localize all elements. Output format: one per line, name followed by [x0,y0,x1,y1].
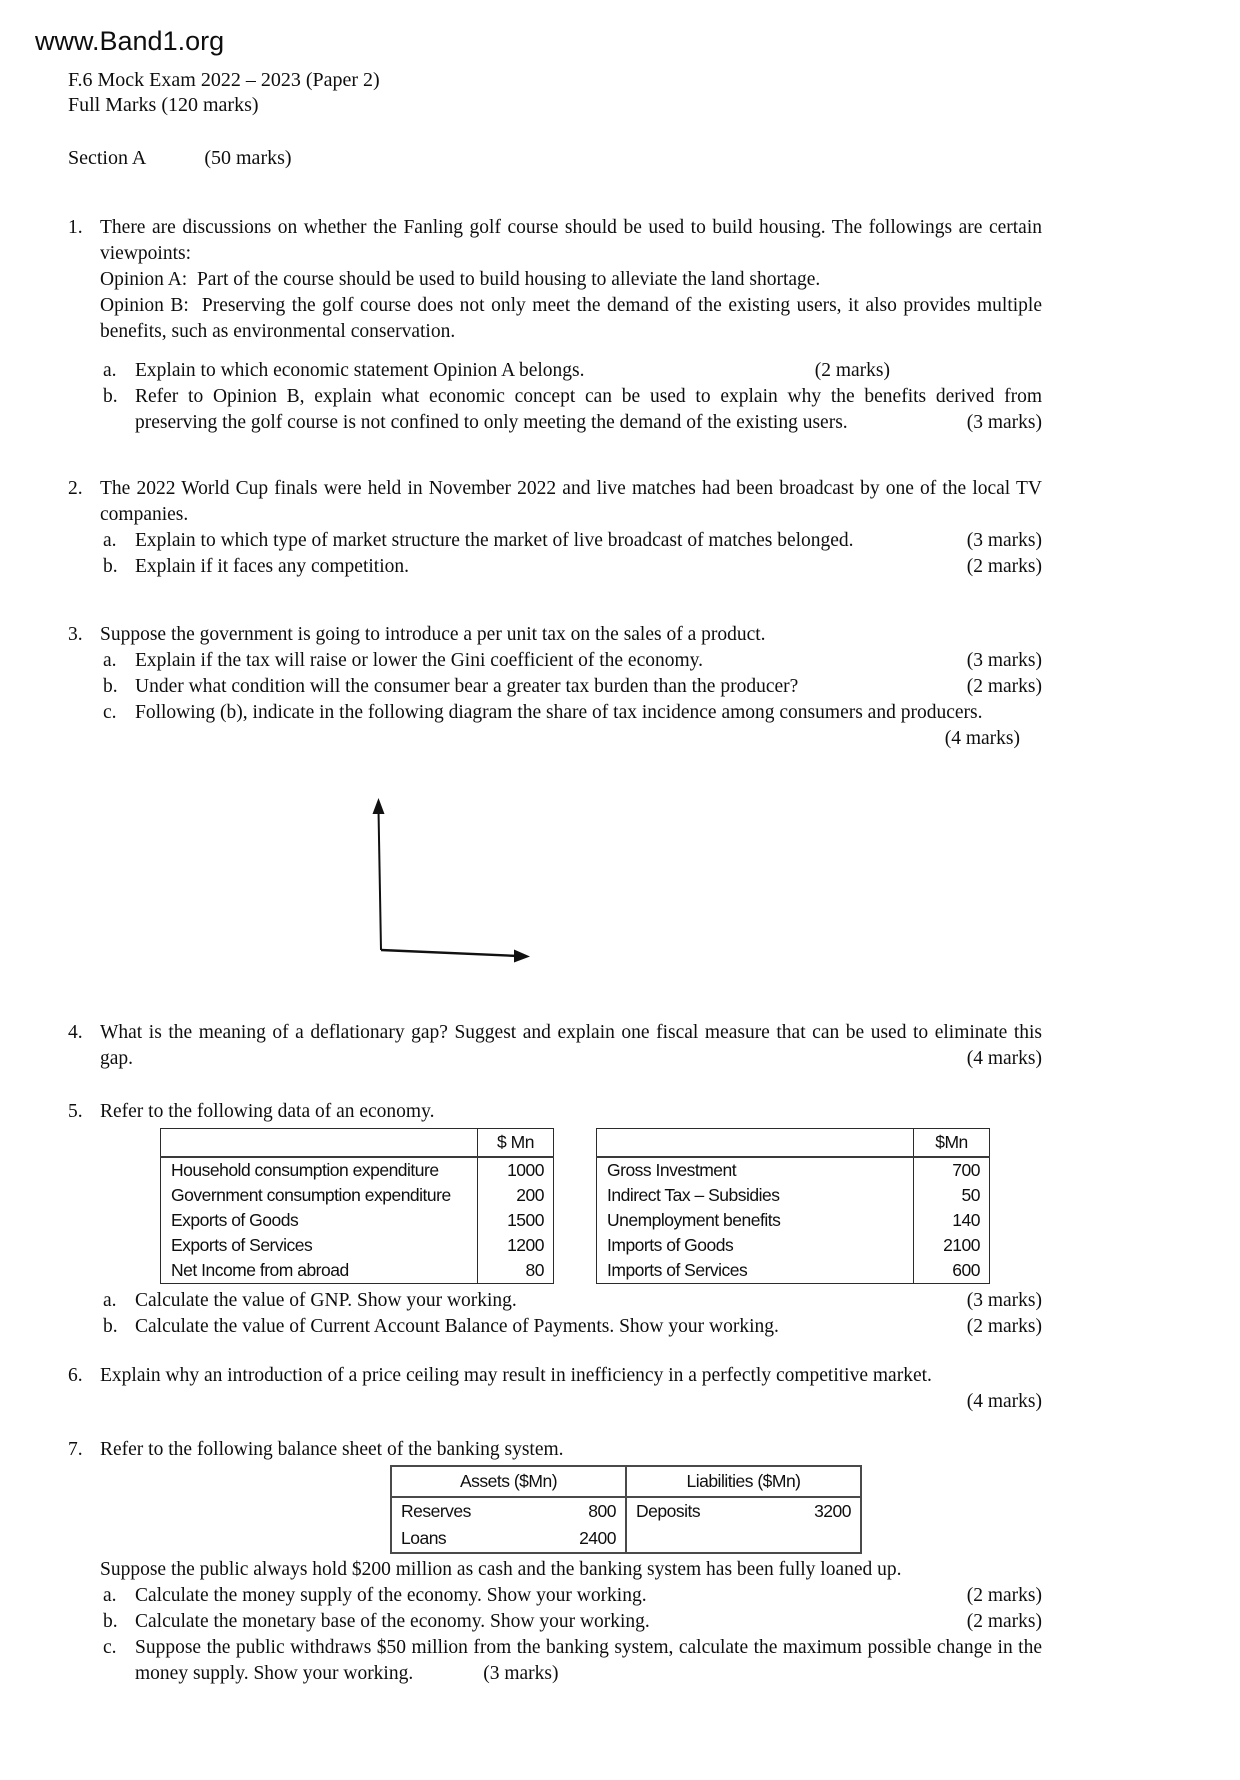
table-row [597,1233,990,1258]
question-number: 3. [68,624,83,645]
opinion-b: Opinion B: Preserving the golf course does not only meet the demand of the existing users, it also provides multiple benefits, such as environmental conservation. [100,295,1042,342]
part-text: Following (b), indicate in the following diagram the share of tax incidence among consumers and producers. [135,702,983,723]
question-text: Refer to the following balance sheet of the banking system. [100,1439,564,1460]
part-7a [103,1583,1042,1609]
question-number: 1. [68,217,83,238]
marks: (4 marks) [966,1391,1042,1412]
table-row [597,1208,990,1233]
question-text: There are discussions on whether the Fanling golf course should be used to build housing. The followings are certain viewpoints: [100,217,1042,264]
marks: (3 marks) [966,1290,1042,1311]
item-value: 1500 [478,1208,554,1233]
item-label: Exports of Goods [171,1210,299,1230]
table-cell [597,1129,914,1158]
liability-label: Deposits [626,1497,764,1525]
question-number: 6. [68,1365,83,1386]
part-7c [103,1635,1042,1687]
part-3a [103,648,1042,674]
part-1a [103,358,1042,384]
question-number: 7. [68,1439,83,1460]
item-label: Net Income from abroad [171,1260,349,1280]
question-text: Suppose the government is going to introduce a per unit tax on the sales of a product. [100,624,766,645]
part-7b [103,1609,1042,1635]
item-value: 700 [914,1157,990,1183]
table-row [597,1258,990,1284]
marks: (3 marks) [966,530,1042,551]
part-1b [103,384,1042,436]
marks: (2 marks) [966,676,1042,697]
part-label: c. [103,1637,117,1658]
marks: (4 marks) [944,728,1020,749]
part-label: a. [103,650,117,671]
liability-label [626,1525,764,1553]
item-label: Government consumption expenditure [171,1185,451,1205]
part-label: a. [103,1290,117,1311]
section-label: Section A [68,147,147,169]
column-header: $Mn [914,1129,990,1158]
question-2 [68,476,1042,580]
part-3b [103,674,1042,700]
opinion-a: Opinion A: Part of the course should be used to build housing to alleviate the land shortage. [100,269,821,290]
asset-label: Reserves [401,1501,471,1521]
part-label: b. [103,1611,118,1632]
part-text: Explain to which type of market structure the market of live broadcast of matches belonged. [135,530,854,551]
item-value: 80 [478,1258,554,1284]
part-text: Under what condition will the consumer bear a greater tax burden than the producer? [135,676,799,697]
assets-header: Assets ($Mn) [391,1466,626,1497]
balance-sheet-table [390,1465,862,1554]
question-note: Suppose the public always hold $200 million as cash and the banking system has been fully loaned up. [100,1559,902,1580]
item-value: 200 [478,1183,554,1208]
part-label: a. [103,1585,117,1606]
question-6 [68,1363,1042,1415]
part-2b [103,554,1042,580]
question-text: Refer to the following data of an economy. [100,1101,435,1122]
item-value: 1200 [478,1233,554,1258]
marks: (2 marks) [814,360,890,381]
item-label: Unemployment benefits [607,1210,781,1230]
marks: (3 marks) [966,412,1042,433]
part-text: Explain if the tax will raise or lower the Gini coefficient of the economy. [135,650,704,671]
part-text: Calculate the value of GNP. Show your working. [135,1290,517,1311]
question-4 [68,1020,1042,1072]
part-5a [103,1288,1042,1314]
item-label: Exports of Services [171,1235,313,1255]
part-label: b. [103,1316,118,1337]
question-number: 4. [68,1022,83,1043]
table-row [161,1233,554,1258]
marks: (3 marks) [966,650,1042,671]
question-7 [68,1437,1042,1687]
item-value: 140 [914,1208,990,1233]
marks: (2 marks) [966,1585,1042,1606]
section-heading [68,145,1240,171]
liability-value: 3200 [814,1501,851,1521]
part-text: Explain if it faces any competition. [135,556,409,577]
part-label: b. [103,556,118,577]
item-value: 50 [914,1183,990,1208]
question-text: Explain why an introduction of a price ceiling may result in inefficiency in a perfectly competitive market. [100,1365,932,1386]
marks: (2 marks) [966,1316,1042,1337]
exam-title: F.6 Mock Exam 2022 – 2023 (Paper 2) [68,69,380,91]
part-label: a. [103,530,117,551]
question-5 [68,1099,1042,1340]
axes-diagram [368,794,568,966]
question-1 [68,215,1042,436]
item-value: 1000 [478,1157,554,1183]
part-2a [103,528,1042,554]
column-header: $ Mn [478,1129,554,1158]
item-label: Imports of Goods [607,1235,734,1255]
part-label: a. [103,360,117,381]
part-label: c. [103,702,117,723]
part-text: Calculate the monetary base of the economy. Show your working. [135,1611,650,1632]
economy-table-left [160,1128,554,1284]
liability-value [764,1525,861,1553]
item-label: Imports of Services [607,1260,748,1280]
item-label: Indirect Tax – Subsidies [607,1185,780,1205]
question-text: What is the meaning of a deflationary gap? Suggest and explain one fiscal measure that can be used to eliminate this gap. [100,1022,1042,1069]
part-text: Calculate the money supply of the economy. Show your working. [135,1585,647,1606]
question-3 [68,622,1042,752]
asset-label: Loans [401,1528,447,1548]
table-row [597,1183,990,1208]
item-label: Household consumption expenditure [171,1160,439,1180]
table-row [161,1157,554,1183]
marks: (4 marks) [966,1048,1042,1069]
asset-value: 2400 [579,1528,616,1548]
table-row [597,1157,990,1183]
item-value: 2100 [914,1233,990,1258]
marks: (2 marks) [966,556,1042,577]
marks: (2 marks) [966,1611,1042,1632]
marks: (3 marks) [483,1663,559,1684]
part-label: b. [103,386,118,407]
part-text: Explain to which economic statement Opinion A belongs. [135,360,585,381]
item-value: 600 [914,1258,990,1284]
table-row [161,1258,554,1284]
economy-table-right [596,1128,990,1284]
table-row [391,1525,861,1553]
part-5b [103,1314,1042,1340]
part-text: Suppose the public withdraws $50 million from the banking system, calculate the maximum possible change in the money supply. Show your working. [135,1637,1042,1684]
question-number: 2. [68,478,83,499]
question-number: 5. [68,1101,83,1122]
site-url: www.Band1.org [35,26,225,56]
part-3c [103,700,1042,752]
exam-header [68,68,1240,118]
table-row [161,1208,554,1233]
part-label: b. [103,676,118,697]
item-label: Gross Investment [607,1160,737,1180]
part-text: Refer to Opinion B, explain what economic concept can be used to explain why the benefits derived from preserving the golf course is not confined to only meeting the demand of the existing users. [135,386,1042,433]
question-text: The 2022 World Cup finals were held in November 2022 and live matches had been broadcast by one of the local TV companies. [100,478,1042,525]
part-text: Calculate the value of Current Account Balance of Payments. Show your working. [135,1316,779,1337]
section-marks: (50 marks) [204,147,292,169]
liabilities-header: Liabilities ($Mn) [626,1466,861,1497]
table-cell [161,1129,478,1158]
questions [68,215,1042,1687]
economy-data-tables [160,1128,1042,1284]
table-row [391,1497,861,1525]
asset-value: 800 [588,1501,616,1521]
table-row [161,1183,554,1208]
full-marks: Full Marks (120 marks) [68,94,259,116]
